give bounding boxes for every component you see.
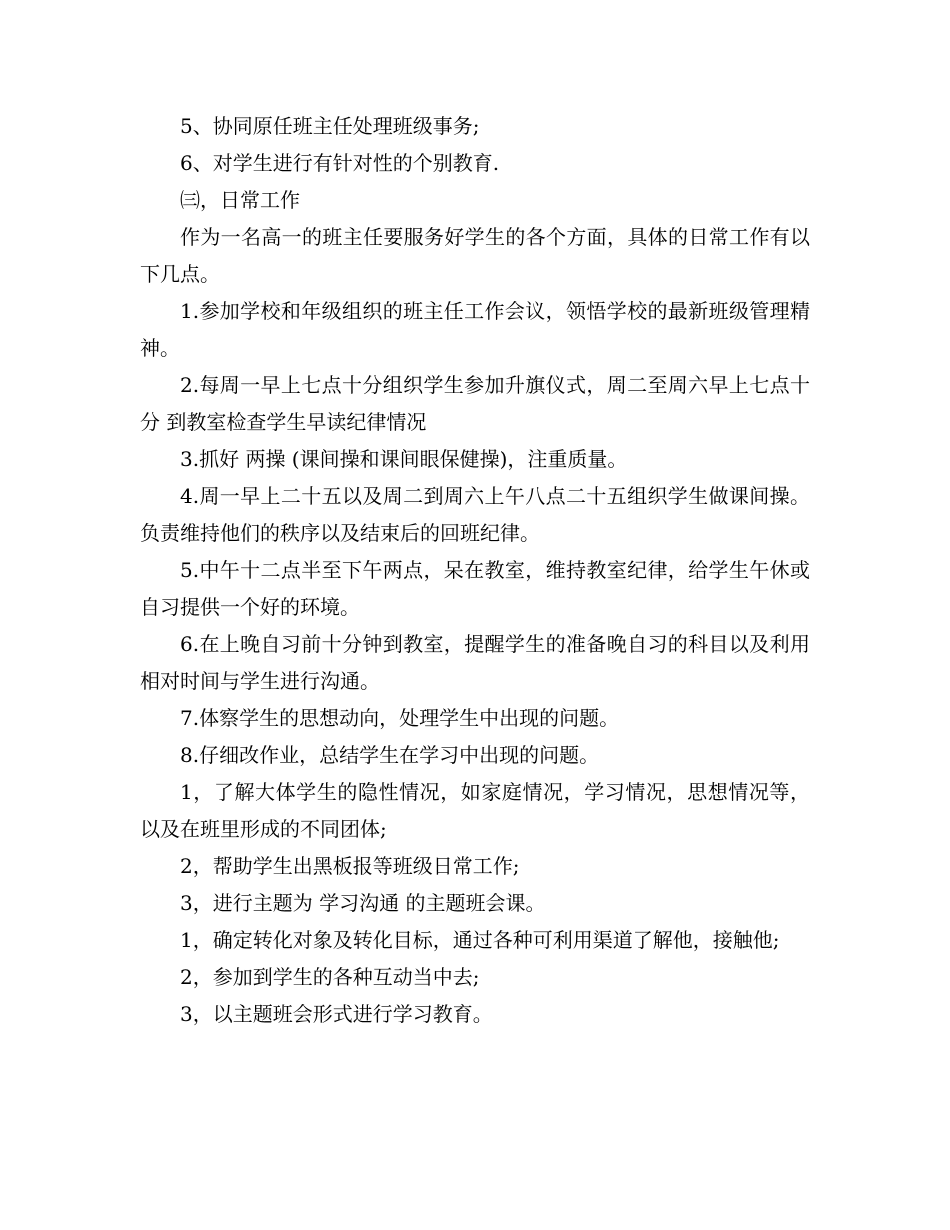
paragraph-13: 1，了解大体学生的隐性情况，如家庭情况，学习情况，思想情况等，以及在班里形成的不同团体; [140,780,810,841]
paragraph-5: 1.参加学校和年级组织的班主任工作会议，领悟学校的最新班级管理精神。 [140,299,810,360]
paragraph-9: 5.中午十二点半至下午两点，呆在教室，维持教室纪律，给学生午休或自习提供一个好的环境。 [140,558,810,619]
paragraph-6: 2.每周一早上七点十分组织学生参加升旗仪式，周二至周六早上七点十分 到教室检查学生早读纪律情况 [140,373,810,434]
paragraph-11: 7.体察学生的思想动向，处理学生中出现的问题。 [180,706,620,730]
paragraph-15: 3，进行主题为 学习沟通 的主题班会课。 [180,891,546,915]
paragraph-7: 3.抓好 两操 (课间操和课间眼保健操)，注重质量。 [180,447,628,471]
paragraph-17: 2，参加到学生的各种互动当中去; [180,965,480,989]
paragraph-1: 5、协同原任班主任处理班级事务; [180,114,480,138]
paragraph-10: 6.在上晚自习前十分钟到教室，提醒学生的准备晚自习的科目以及利用相对时间与学生进行沟通。 [140,632,810,693]
paragraph-14: 2，帮助学生出黑板报等班级日常工作; [180,854,520,878]
paragraph-8: 4.周一早上二十五以及周二到周六上午八点二十五组织学生做课间操。负责维持他们的秩序以及结束后的回班纪律。 [140,484,810,545]
paragraph-12: 8.仔细改作业，总结学生在学习中出现的问题。 [180,743,600,767]
paragraph-2: 6、对学生进行有针对性的个别教育. [180,151,500,175]
paragraph-16: 1，确定转化对象及转化目标，通过各种可利用渠道了解他，接触他; [180,928,780,952]
section-heading: ㈢，日常工作 [180,188,300,212]
document-body [140,108,810,1033]
paragraph-18: 3，以主题班会形式进行学习教育。 [180,1002,493,1026]
paragraph-4: 作为一名高一的班主任要服务好学生的各个方面，具体的日常工作有以下几点。 [140,225,810,286]
